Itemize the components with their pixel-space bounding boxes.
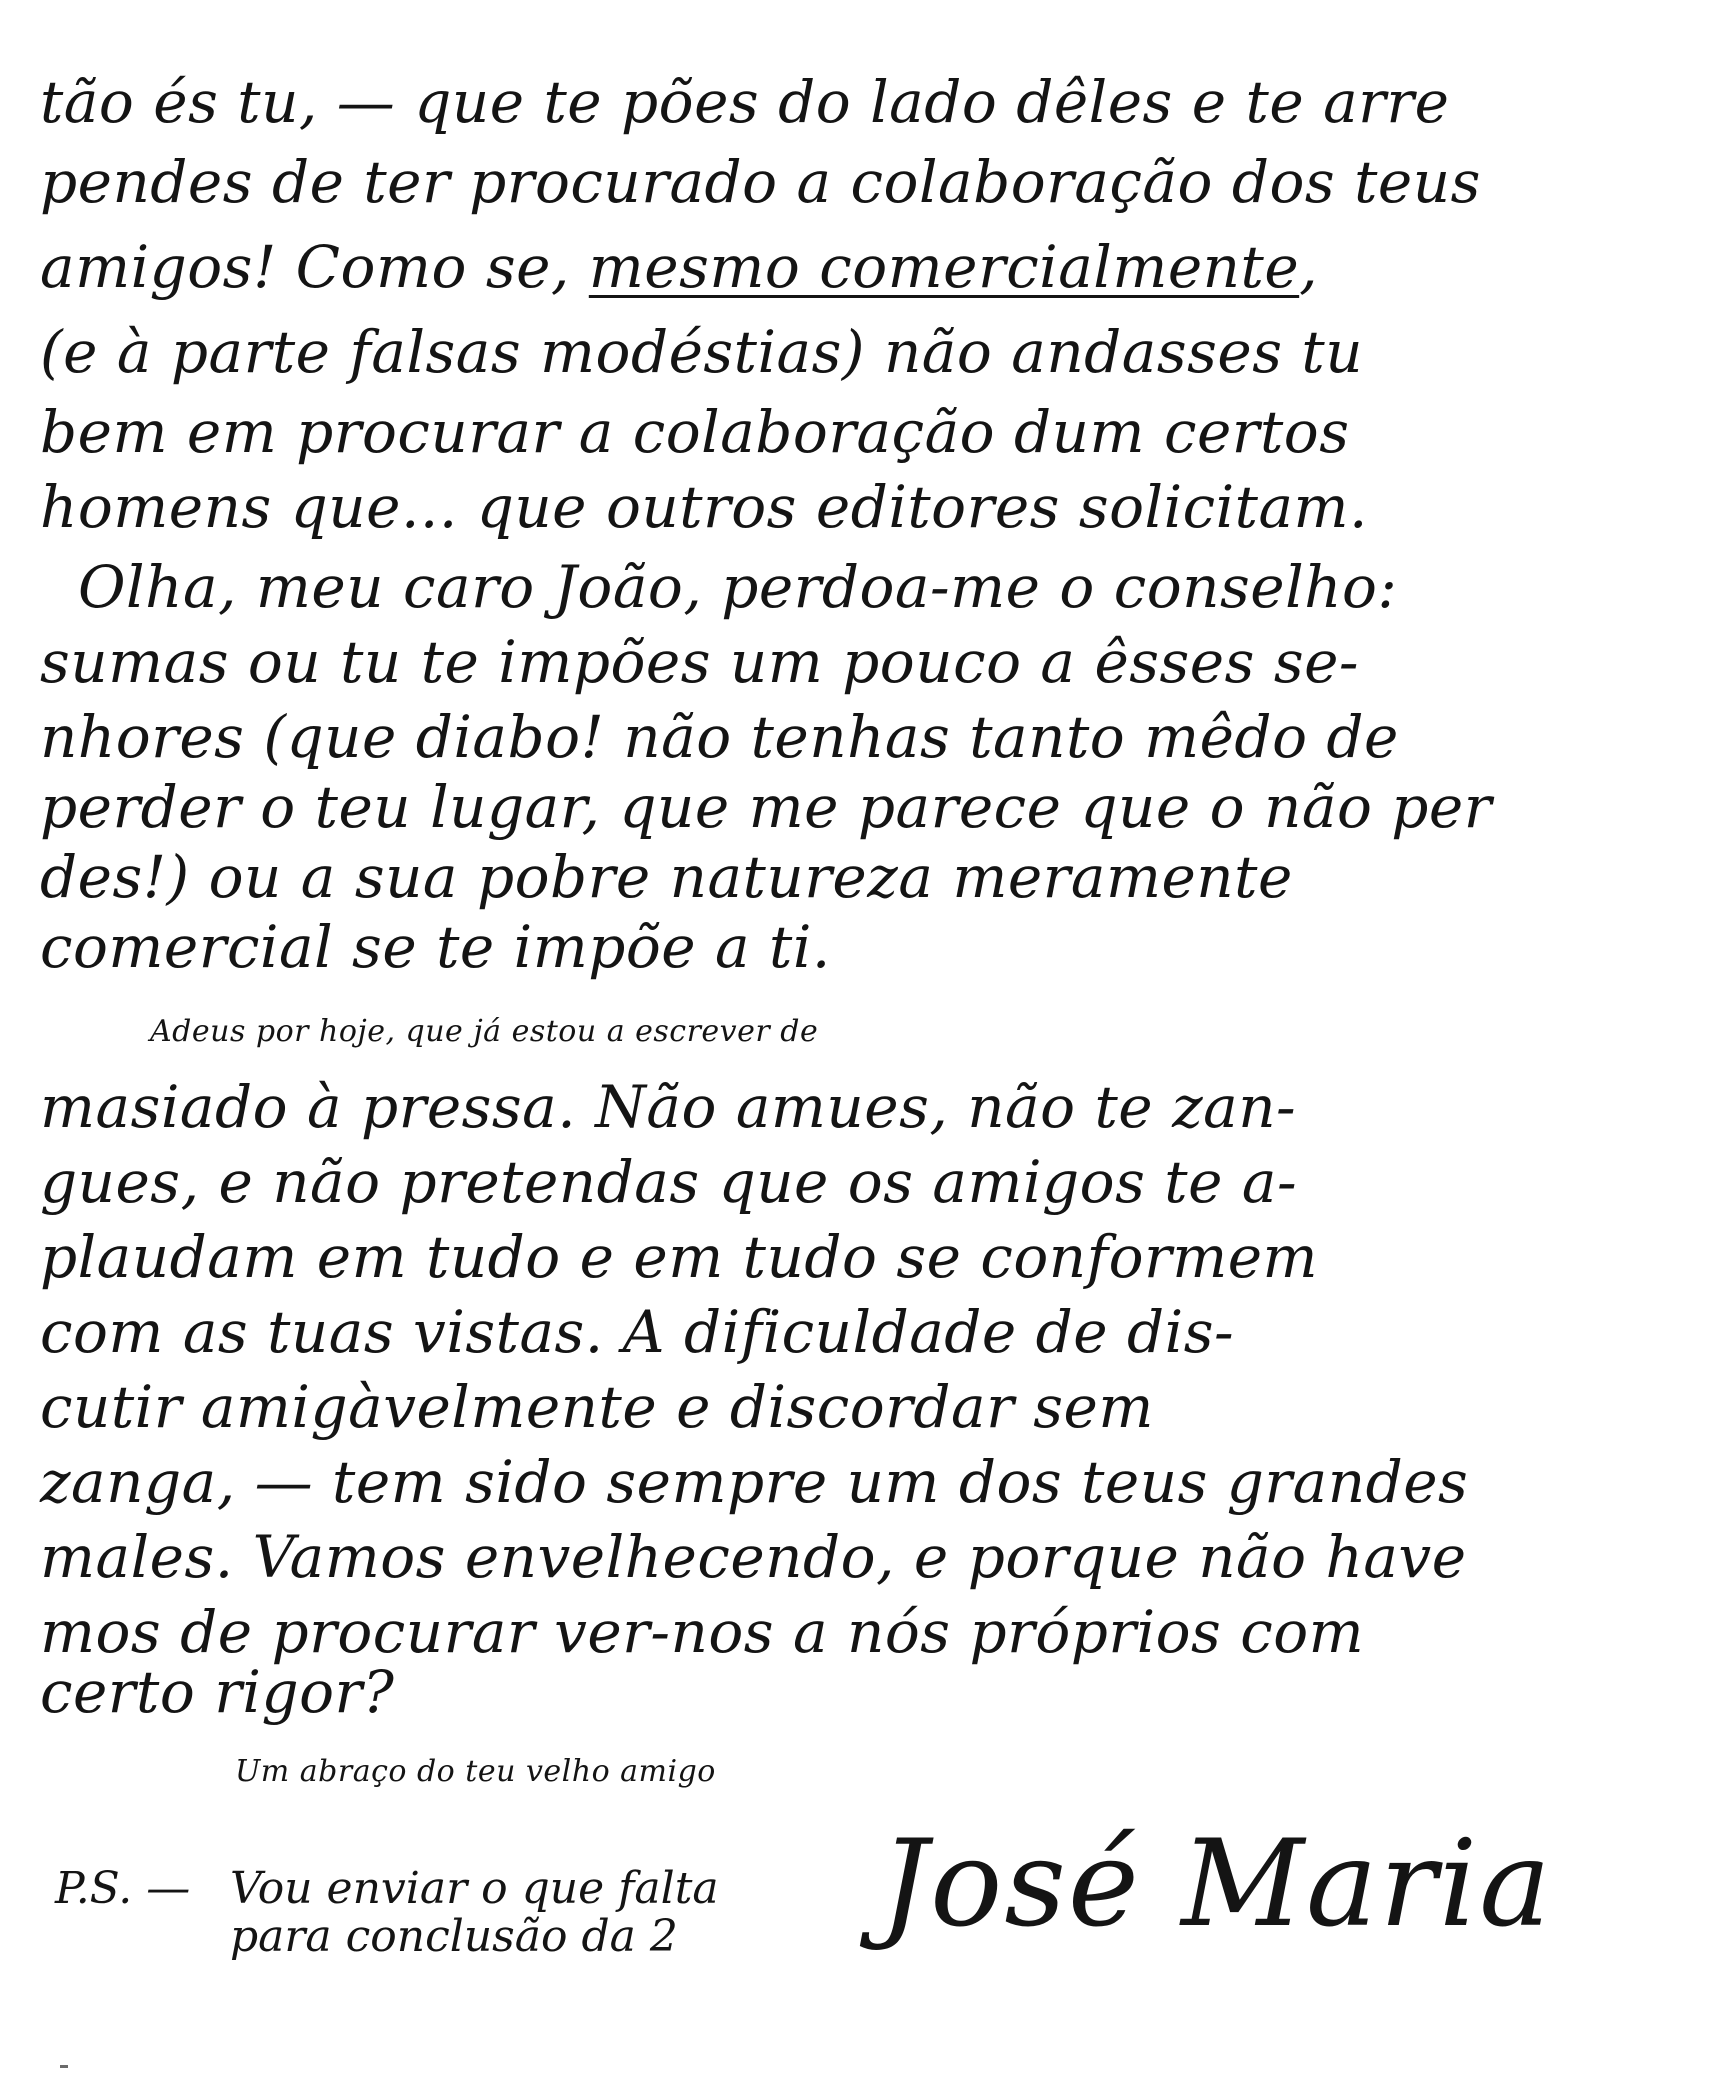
letter-line-9: nhores (que diabo! não tenhas tanto mêdo de [40,703,1399,771]
letter-line-21: mos de procurar ver-nos a nós próprios com [40,1598,1365,1666]
letter-line-16: plaudam em tudo e em tudo se conformem [40,1223,1319,1291]
signature: José Maria [880,1815,1553,1954]
letter-line-2: pendes de ter procurado a colaboração dos teus [40,148,1481,216]
postscript-line-2: para conclusão da 2 [230,1911,678,1962]
underlined-phrase: mesmo comercialmente [588,233,1300,301]
letter-line-1: tão és tu, — que te pões do lado dêles e te arre [40,68,1450,136]
letter-line-11: des!) ou a sua pobre natureza meramente [40,843,1293,911]
letter-line-6: homens que... que outros editores solicitam. [40,473,1368,541]
page-edge-mark [60,2065,68,2068]
letter-line-7: Olha, meu caro João, perdoa-me o conselho: [78,553,1398,621]
letter-line-14: masiado à pressa. Não amues, não te zan- [40,1073,1297,1141]
letter-line-22: certo rigor? [40,1658,395,1726]
letter-line-4: (e à parte falsas modéstias) não andasses tu [40,318,1364,386]
postscript [55,1865,719,1961]
letter-line-15: gues, e não pretendas que os amigos te a- [40,1148,1298,1216]
letter-line-3: amigos! Como se, mesmo comercialmente, [40,233,1319,301]
letter-line-20: males. Vamos envelhecendo, e porque não have [40,1523,1467,1591]
letter-line-18: cutir amigàvelmente e discordar sem [40,1373,1154,1441]
letter-line-10: perder o teu lugar, que me parece que o não per [40,773,1492,841]
letter-line-13: Adeus por hoje, que já estou a escrever de [150,1014,819,1049]
letter-closing: Um abraço do teu velho amigo [235,1754,716,1789]
letter-line-5: bem em procurar a colaboração dum certos [40,398,1350,466]
letter-line-8: sumas ou tu te impões um pouco a êsses se- [40,628,1360,696]
letter-line-12: comercial se te impõe a ti. [40,913,831,981]
postscript-tag: P.S. — [55,1863,191,1914]
letter-line-17: com as tuas vistas. A dificuldade de dis- [40,1298,1235,1366]
postscript-line-1: Vou enviar o que falta [230,1863,719,1914]
letter-line-19: zanga, — tem sido sempre um dos teus grandes [40,1448,1469,1516]
